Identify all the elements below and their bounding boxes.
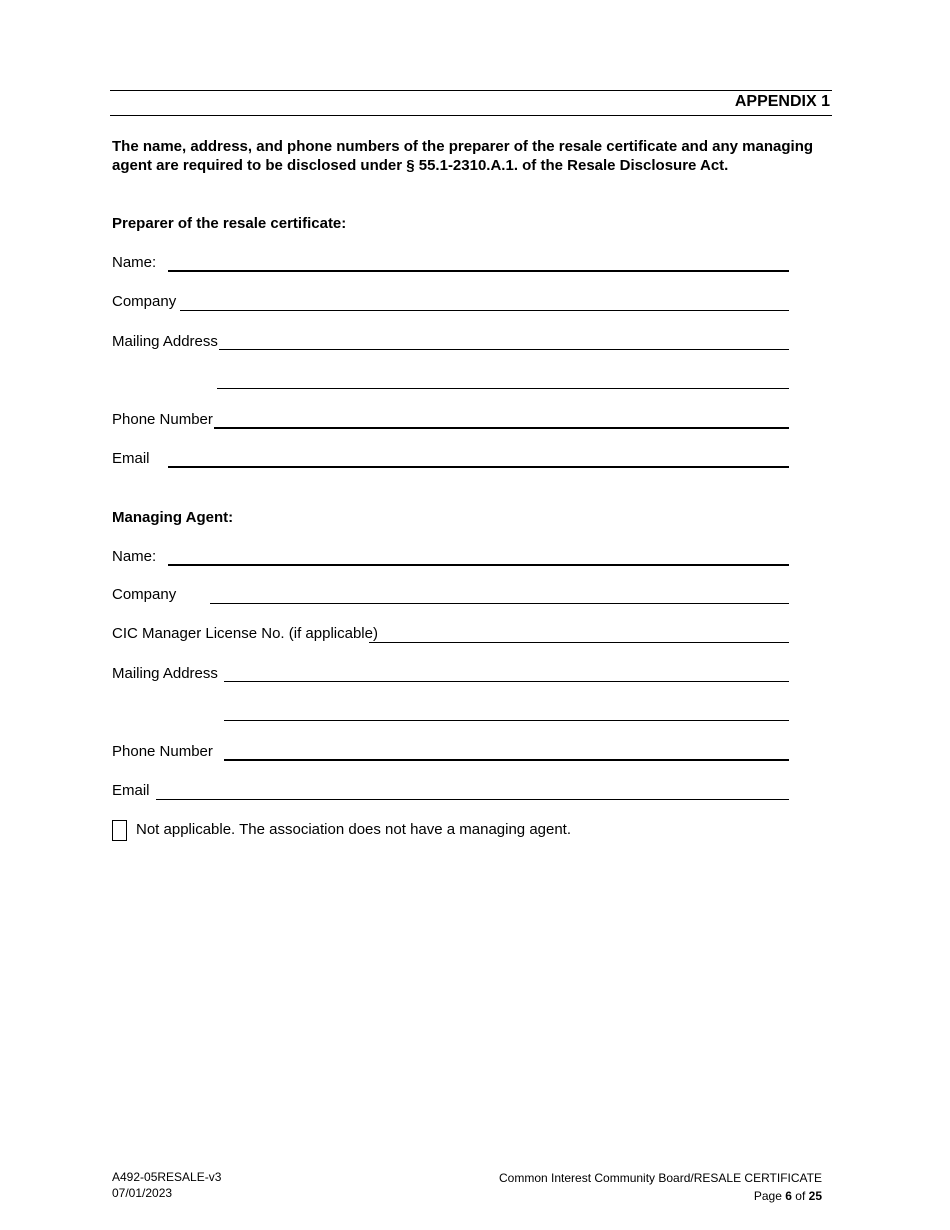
page-number	[499, 1187, 822, 1205]
preparer-phone-field[interactable]	[214, 427, 789, 429]
preparer-company-field[interactable]	[180, 310, 789, 311]
agent-name-label: Name:	[112, 548, 157, 565]
preparer-name-field[interactable]	[168, 270, 789, 272]
appendix-title: APPENDIX 1	[734, 93, 830, 110]
preparer-email-field[interactable]	[168, 466, 789, 468]
agent-name-field[interactable]	[168, 564, 789, 566]
agent-heading: Managing Agent:	[112, 509, 234, 526]
preparer-mailing-label: Mailing Address	[112, 333, 218, 350]
agent-company-label: Company	[112, 586, 177, 603]
agent-email-label: Email	[112, 782, 150, 799]
intro-paragraph: The name, address, and phone numbers of the preparer of the resale certificate and any managing agent are required to be disclosed under § 55.1-2310.A.1. of the Resale Disclosure Act.	[112, 138, 814, 174]
not-applicable-checkbox[interactable]	[112, 820, 127, 841]
agent-mailing-field-2[interactable]	[224, 720, 789, 721]
page-current: 6	[785, 1189, 792, 1203]
page-of: of	[795, 1189, 806, 1203]
preparer-mailing-field-2[interactable]	[217, 388, 789, 389]
preparer-mailing-field-1[interactable]	[219, 349, 789, 350]
header-rule-top	[110, 90, 832, 91]
footer-form-id: A492-05RESALE-v3	[112, 1170, 222, 1184]
agent-mailing-field-1[interactable]	[224, 681, 789, 682]
agent-license-label: CIC Manager License No. (if applicable)	[112, 625, 378, 642]
agent-mailing-label: Mailing Address	[112, 665, 218, 682]
header-rule-bottom	[110, 115, 832, 116]
preparer-phone-label: Phone Number	[112, 411, 213, 428]
preparer-email-label: Email	[112, 450, 150, 467]
agent-phone-label: Phone Number	[112, 743, 213, 760]
agent-email-field[interactable]	[156, 799, 789, 800]
preparer-heading: Preparer of the resale certificate:	[112, 215, 347, 232]
preparer-company-label: Company	[112, 293, 177, 310]
footer-left	[112, 1169, 221, 1201]
agent-company-field[interactable]	[210, 603, 789, 604]
preparer-name-label: Name:	[112, 254, 157, 271]
footer-title: Common Interest Community Board/RESALE CERTIFICATE	[499, 1171, 822, 1185]
not-applicable-label: Not applicable. The association does not have a managing agent.	[136, 821, 572, 838]
agent-phone-field[interactable]	[224, 759, 789, 761]
footer-date: 07/01/2023	[112, 1186, 173, 1200]
page-word: Page	[753, 1189, 782, 1203]
page-total: 25	[808, 1189, 822, 1203]
footer-right	[499, 1169, 822, 1205]
agent-license-field[interactable]	[369, 642, 789, 643]
